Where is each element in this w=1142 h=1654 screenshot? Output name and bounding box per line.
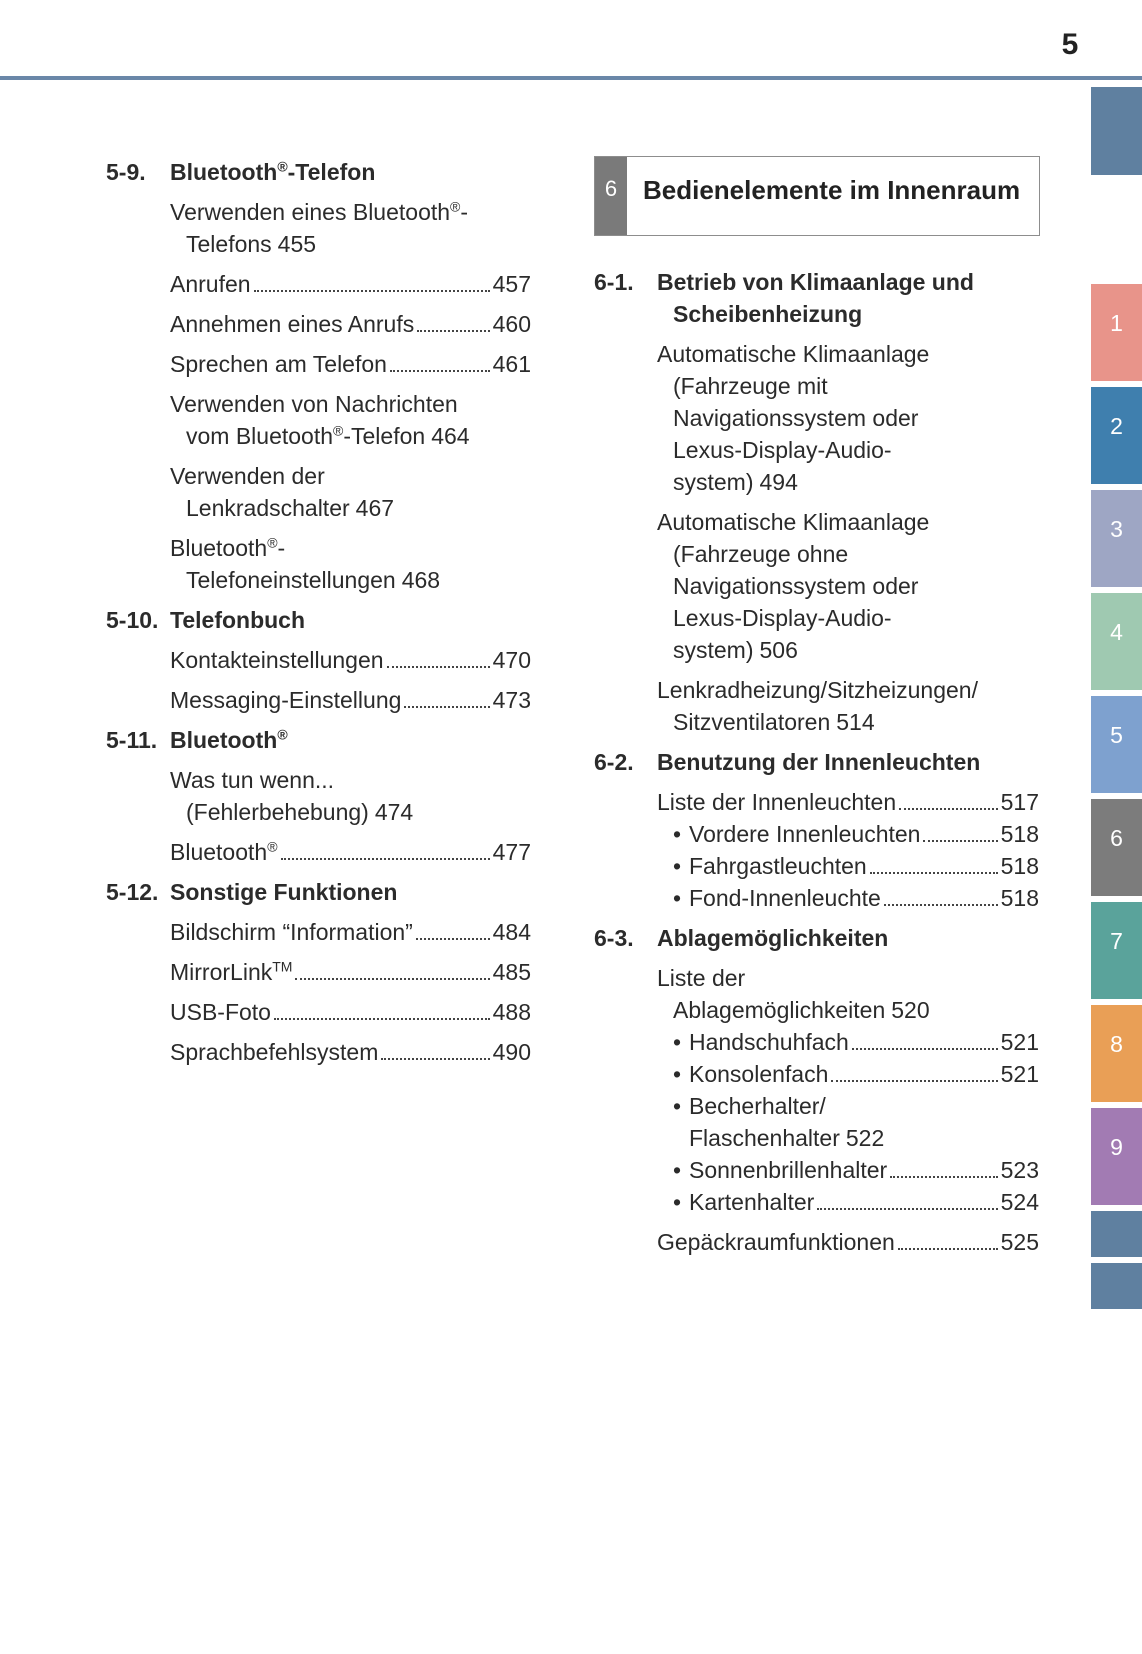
entry-text: Kontakteinstellungen (170, 647, 384, 673)
side-tab-label: 3 (1110, 516, 1123, 542)
page-ref: 455 (277, 231, 317, 257)
entry-text: Annehmen eines Anrufs (170, 311, 415, 337)
toc-entry[interactable] (657, 962, 1039, 1026)
dot-leader (923, 840, 997, 842)
toc-entry[interactable] (657, 786, 1039, 818)
dot-leader (381, 1058, 489, 1060)
dot-leader (898, 1248, 998, 1250)
side-tab-label: 1 (1110, 310, 1123, 336)
dot-leader (831, 1080, 997, 1082)
registered-mark: ® (267, 838, 278, 855)
toc-entry[interactable] (170, 460, 531, 524)
side-tab-label: 4 (1110, 619, 1123, 645)
toc-entry[interactable] (657, 338, 1039, 498)
dot-leader (295, 978, 489, 980)
entry-text: USB-Foto (170, 999, 271, 1025)
dot-leader (417, 330, 489, 332)
section-6-2 (594, 746, 1039, 778)
entry-text: Liste der (657, 965, 746, 991)
entry-text: • Vordere Innenleuchten (689, 821, 921, 847)
page-ref: 517 (1000, 789, 1039, 815)
side-tab-blank-a[interactable] (1091, 1211, 1142, 1257)
entry-text: • Fond-Innenleuchte (689, 885, 881, 911)
right-column (594, 156, 1039, 1258)
entry-text: Navigationssystem oder (673, 405, 919, 431)
section-5-10 (106, 604, 531, 636)
page-ref: 457 (492, 271, 531, 297)
page-ref: 470 (492, 647, 531, 673)
left-column (106, 148, 531, 1068)
page-ref: 506 (759, 637, 798, 663)
title-part: Bluetooth (170, 159, 278, 185)
side-tab-label: 5 (1110, 722, 1123, 748)
section-6-1 (594, 266, 1039, 330)
registered-mark: ® (277, 158, 288, 175)
toc-bullet-entry[interactable] (673, 1026, 1039, 1058)
page-ref: 524 (1000, 1189, 1039, 1215)
page-ref: 490 (492, 1039, 531, 1065)
page-ref: 521 (1000, 1061, 1039, 1087)
entry-text: Flaschenhalter (689, 1125, 840, 1151)
dot-leader (884, 904, 998, 906)
side-tab-5[interactable] (1091, 696, 1142, 793)
dot-leader (890, 1176, 997, 1178)
entry-text: MirrorLink (170, 959, 273, 985)
entry-text: -Telefon (343, 423, 426, 449)
toc-entry[interactable] (657, 674, 1039, 738)
toc-entry[interactable] (170, 308, 531, 340)
side-tab-label: 9 (1110, 1134, 1123, 1160)
section-6-3 (594, 922, 1039, 954)
page-ref: 520 (891, 997, 930, 1023)
dot-leader (899, 808, 998, 810)
entry-text: • Handschuhfach (689, 1029, 849, 1055)
entry-text: Verwenden der (170, 463, 325, 489)
page-ref: 525 (1000, 1229, 1039, 1255)
entry-text: Verwenden eines Bluetooth (170, 199, 451, 225)
entry-text: system) (673, 637, 754, 663)
toc-entry[interactable] (170, 196, 531, 260)
entry-text: • Kartenhalter (689, 1189, 815, 1215)
entry-text: • Becherhalter/ (689, 1093, 826, 1119)
page-ref: 477 (492, 839, 531, 865)
toc-entry[interactable] (657, 1226, 1039, 1258)
entry-text: - (277, 535, 286, 561)
toc-entry[interactable] (170, 916, 531, 948)
entry-text: Lexus-Display-Audio- (673, 437, 892, 463)
toc-bullet-entry[interactable] (673, 1186, 1039, 1218)
page-ref: 484 (492, 919, 531, 945)
toc-entry[interactable] (170, 836, 531, 868)
entry-text: Telefoneinstellungen (186, 567, 396, 593)
header-rule (0, 76, 1142, 80)
side-tab-9[interactable] (1091, 1108, 1142, 1205)
side-tab-label: 6 (1110, 825, 1123, 851)
entry-text: Lenkradschalter (186, 495, 350, 521)
side-tab-7[interactable] (1091, 902, 1142, 999)
side-tab-label: 8 (1110, 1031, 1123, 1057)
toc-entry[interactable] (170, 1036, 531, 1068)
toc-entry[interactable] (657, 506, 1039, 666)
entry-text: Bluetooth (170, 535, 268, 561)
dot-leader (387, 666, 490, 668)
registered-mark: ® (450, 198, 461, 215)
toc-entry[interactable] (170, 764, 531, 828)
side-tab-8[interactable] (1091, 1005, 1142, 1102)
toc-bullet-entry[interactable] (673, 1154, 1039, 1186)
section-number: 5-12. (106, 879, 159, 905)
page-ref: 523 (1000, 1157, 1039, 1183)
section-title[interactable]: Telefonbuch (170, 607, 306, 633)
dot-leader (390, 370, 490, 372)
dot-leader (274, 1018, 490, 1020)
entry-text: Bluetooth (170, 839, 268, 865)
page-ref: 474 (374, 799, 414, 825)
side-tab-1[interactable] (1091, 284, 1142, 381)
entry-text: Verwenden von Nachrichten (170, 391, 458, 417)
registered-mark: ® (277, 726, 288, 743)
toc-entry[interactable] (170, 996, 531, 1028)
section-5-12 (106, 876, 531, 908)
entry-text: • Konsolenfach (689, 1061, 829, 1087)
section-number: 5-10. (106, 607, 159, 633)
toc-entry[interactable] (170, 388, 531, 452)
entry-text: Sitzventilatoren (673, 709, 831, 735)
section-title[interactable] (657, 266, 1039, 330)
entry-text: Was tun wenn... (170, 767, 335, 793)
toc-bullet-entry[interactable] (673, 818, 1039, 850)
toc-bullet-entry[interactable] (673, 1090, 1039, 1154)
side-tab-4[interactable] (1091, 593, 1142, 690)
entry-text: Telefons (186, 231, 272, 257)
entry-text: Automatische Klimaanlage (657, 509, 930, 535)
page-ref: 494 (759, 469, 798, 495)
entry-text: (Fahrzeuge ohne (673, 541, 849, 567)
page-ref: 488 (492, 999, 531, 1025)
section-title[interactable]: Sonstige Funktionen (170, 879, 398, 905)
side-tab-blank-top[interactable] (1091, 87, 1142, 175)
entry-text: • Sonnenbrillenhalter (689, 1157, 888, 1183)
toc-entry[interactable] (170, 684, 531, 716)
title-part: Betrieb von Klimaanlage und (657, 269, 974, 295)
section-title[interactable]: Benutzung der Innenleuchten (657, 749, 981, 775)
section-number: 6-1. (594, 269, 634, 295)
page-ref: 514 (836, 709, 875, 735)
section-5-9 (106, 156, 531, 188)
entry-text: (Fahrzeuge mit (673, 373, 828, 399)
dot-leader (416, 938, 490, 940)
page-ref: 460 (492, 311, 531, 337)
entry-text: vom Bluetooth (186, 423, 334, 449)
toc-entry[interactable] (170, 644, 531, 676)
registered-mark: ® (267, 534, 278, 551)
page-number: 5 (1061, 28, 1079, 61)
entry-text: (Fehlerbehebung) (186, 799, 369, 825)
entry-text: Ablagemöglichkeiten (673, 997, 886, 1023)
dot-leader (254, 290, 490, 292)
page-ref: 518 (1000, 885, 1039, 911)
chapter-header[interactable] (594, 156, 1040, 236)
side-tab-blank-b[interactable] (1091, 1263, 1142, 1309)
side-tab-6[interactable] (1091, 799, 1142, 896)
toc-entry[interactable] (170, 348, 531, 380)
page-ref: 467 (355, 495, 395, 521)
entry-text: Automatische Klimaanlage (657, 341, 930, 367)
trademark-mark: TM (272, 958, 293, 975)
entry-text: system) (673, 469, 754, 495)
dot-leader (404, 706, 489, 708)
entry-text: Navigationssystem oder (673, 573, 919, 599)
entry-text: Lenkradheizung/Sitzheizungen/ (657, 677, 978, 703)
entry-text: Lexus-Display-Audio- (673, 605, 892, 631)
entry-text: Sprechen am Telefon (170, 351, 387, 377)
toc-entry[interactable] (170, 268, 531, 300)
section-number: 5-11. (106, 727, 158, 753)
side-tab-label: 2 (1110, 413, 1123, 439)
page-ref: 485 (492, 959, 531, 985)
title-part: Bluetooth (170, 727, 278, 753)
entry-text: - (460, 199, 469, 225)
entry-text: Sprachbefehlsystem (170, 1039, 379, 1065)
registered-mark: ® (333, 422, 344, 439)
toc-bullet-entry[interactable] (673, 1058, 1039, 1090)
entry-text: Messaging-Einstellung (170, 687, 402, 713)
section-number: 6-3. (594, 925, 634, 951)
toc-bullet-entry[interactable] (673, 882, 1039, 914)
chapter-number: 6 (595, 157, 627, 235)
entry-text: Gepäckraumfunktionen (657, 1229, 895, 1255)
section-title[interactable] (170, 727, 288, 753)
title-part: -Telefon (287, 159, 376, 185)
chapter-title: Bedienelemente im Innenraum (643, 175, 1021, 205)
entry-text: • Fahrgastleuchten (689, 853, 867, 879)
page-ref: 473 (492, 687, 531, 713)
section-number: 5-9. (106, 159, 146, 185)
toc-entry[interactable] (170, 956, 531, 988)
title-part: Scheibenheizung (673, 301, 863, 327)
dot-leader (817, 1208, 997, 1210)
page-ref: 521 (1000, 1029, 1039, 1055)
entry-text: Liste der Innenleuchten (657, 789, 897, 815)
entry-text: Anrufen (170, 271, 251, 297)
toc-bullet-entry[interactable] (673, 850, 1039, 882)
dot-leader (281, 858, 490, 860)
page-ref: 461 (492, 351, 531, 377)
section-5-11 (106, 724, 531, 756)
toc-entry[interactable] (170, 532, 531, 596)
section-number: 6-2. (594, 749, 634, 775)
page-ref: 518 (1000, 853, 1039, 879)
page-ref: 518 (1000, 821, 1039, 847)
dot-leader (870, 872, 998, 874)
side-tab-2[interactable] (1091, 387, 1142, 484)
entry-text: Bildschirm “Information” (170, 919, 413, 945)
side-tab-label: 7 (1110, 928, 1123, 954)
dot-leader (852, 1048, 998, 1050)
section-title[interactable] (170, 159, 375, 185)
page-ref: 522 (845, 1125, 885, 1151)
side-tab-3[interactable] (1091, 490, 1142, 587)
page-ref: 468 (401, 567, 441, 593)
section-title[interactable]: Ablagemöglichkeiten (657, 925, 889, 951)
page-ref: 464 (431, 423, 470, 449)
